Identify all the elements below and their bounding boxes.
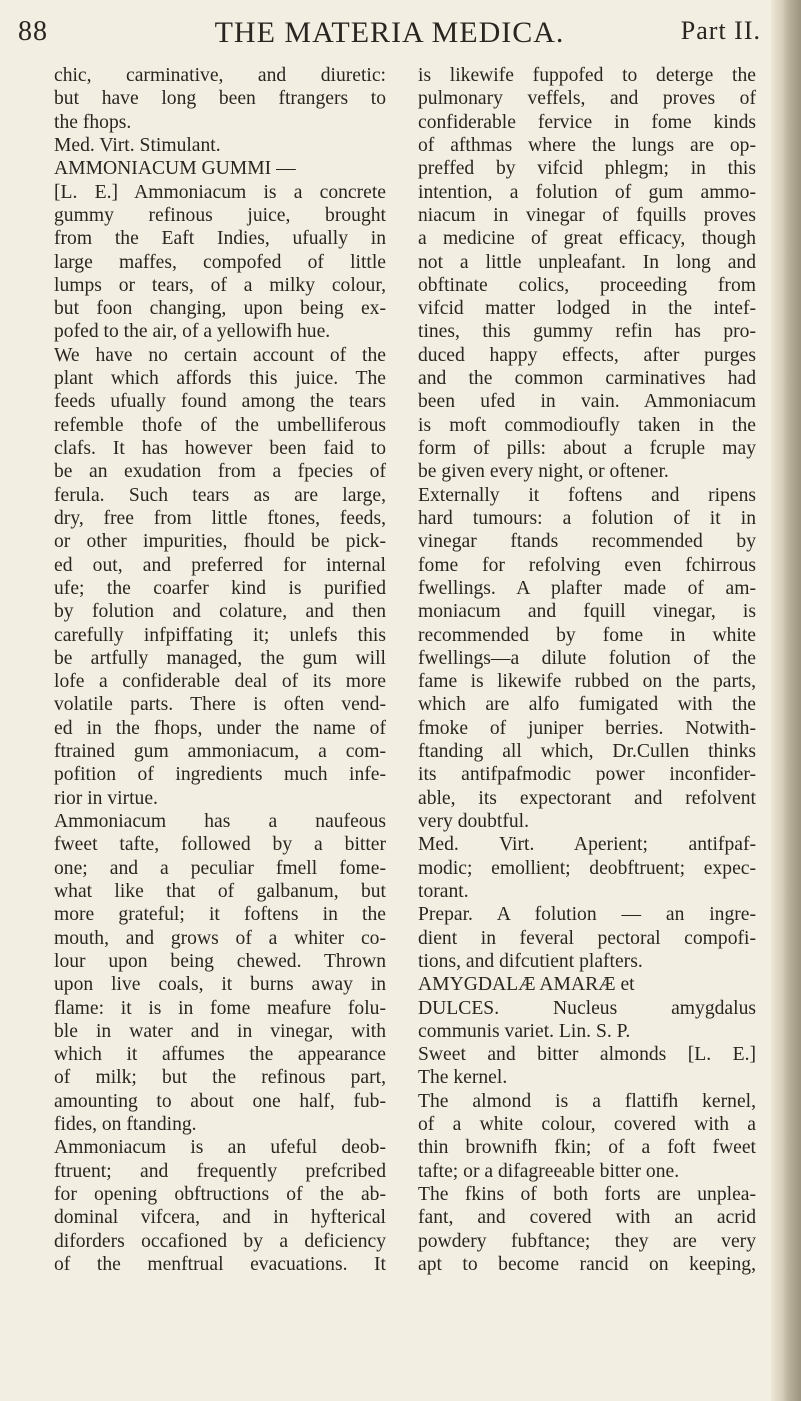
text-line: be artfully managed, the gum will [54,647,386,669]
text-line: for opening obftructions of the ab- [54,1184,386,1205]
text-line: We have no certain account of the [54,344,386,366]
text-line: been ufed in vain. Ammoniacum [418,391,756,413]
text-line: fant, and covered with an acrid [418,1207,756,1229]
text-line: large maffes, compofed of little [54,251,386,273]
text-line: very doubtful. [418,811,530,832]
text-line: from the Eaft Indies, ufually in [54,228,386,250]
text-line: ferula. Such tears as are large, [54,484,386,506]
text-line: ble in water and in vinegar, with [54,1020,386,1042]
running-title: THE MATERIA MEDICA. [214,16,565,49]
text-line: ftruent; and frequently prefcribed [54,1160,386,1182]
text-line: flame: it is in fome meafure folu- [54,997,386,1019]
text-line: of afthmas where the lungs are op- [418,134,756,156]
text-line: pulmonary veffels, and proves of [418,88,756,110]
text-line: AMMONIACUM GUMMI — [54,158,296,180]
text-line: dominal vifcera, and in hyfterical [54,1207,386,1229]
text-line: dry, free from little ftones, feeds, [54,507,386,529]
text-line: able, its expectorant and refolvent [418,787,756,809]
text-line: or other impurities, fhould be pick- [54,531,386,553]
text-line: tions, and difcutient plafters. [418,950,643,972]
text-line: is moft commodioufly taken in the [418,414,756,436]
text-line: obftinate colics, proceeding from [418,274,756,296]
text-line: fwellings. A plafter made of am- [418,577,756,599]
text-line: upon live coals, it burns away in [54,974,386,996]
text-line: intention, a folution of gum ammo- [418,181,756,203]
text-line: which are alfo fumigated with the [418,694,756,716]
text-line: powdery fubftance; they are very [418,1230,756,1252]
left-column [54,64,386,1276]
running-header [18,10,761,60]
text-line: fides, on ftanding. [54,1114,197,1136]
text-line: amounting to about one half, fub- [54,1090,386,1112]
text-line: [L. E.] Ammoniacum is a concrete [54,181,386,203]
text-line: feeds ufually found among the tears [54,391,386,413]
text-line: of the menftrual evacuations. It [54,1253,386,1275]
text-line: preffed by vifcid phlegm; in this [418,158,756,180]
text-line: pofition of ingredients much infe- [54,764,386,786]
text-line: diforders occafioned by a deficiency [54,1230,386,1252]
text-line: ftrained gum ammoniacum, a com- [54,741,386,763]
text-line: The almond is a flattifh kernel, [418,1090,756,1112]
text-line: thin brownifh fkin; of a foft fweet [418,1137,756,1159]
text-line: ed in the fhops, under the name of [54,717,386,739]
text-line: hard tumours: a folution of it in [418,507,756,529]
text-line: tines, this gummy refin has pro- [418,321,756,343]
text-line: of milk; but the refinous part, [54,1067,386,1089]
text-line: The fkins of both forts are unplea- [418,1184,756,1205]
text-line: the fhops. [54,111,132,133]
text-line: mouth, and grows of a whiter co- [54,927,386,949]
text-line: torant. [418,880,469,902]
text-line: of a white colour, covered with a [418,1114,756,1136]
text-line: volatile parts. There is often vend- [54,694,386,716]
text-line: one; and a peculiar fmell fome- [54,857,386,879]
part-label: Part II. [680,16,761,45]
text-line: recommended by fome in white [418,624,756,646]
text-line: be given every night, or oftener. [418,461,669,483]
text-line: ed out, and preferred for internal [54,554,386,576]
text-line: duced happy effects, after purges [418,344,756,366]
text-line: fome for refolving even fchirrous [418,554,756,576]
text-line: clafs. It has however been faid to [54,438,386,459]
right-column [418,64,756,1276]
text-line: which it affumes the appearance [54,1044,386,1066]
text-line: DULCES. Nucleus amygdalus [418,997,756,1019]
text-line: by folution and colature, and then [54,601,386,623]
text-line: pofed to the air, of a yellowifh hue. [54,321,331,343]
text-line: lofe a confiderable deal of its more [54,671,386,693]
text-line: fweet tafte, followed by a bitter [54,834,386,856]
text-line: what like that of galbanum, but [54,880,386,902]
text-line: confiderable fervice in fome kinds [418,111,756,133]
text-line: fmoke of juniper berries. Notwith- [418,717,756,739]
text-line: but have long been ftrangers to [54,88,386,110]
text-line: chic, carminative, and diuretic: [54,65,386,86]
text-line: lumps or tears, of a milky colour, [54,274,386,296]
text-line: Prepar. A folution — an ingre- [418,904,756,926]
text-line: gummy refinous juice, brought [54,204,386,226]
text-line: fame is likewife rubbed on the parts, [418,671,756,693]
text-line: niacum in vinegar of fquills proves [418,204,756,226]
text-line: rior in virtue. [54,787,158,809]
text-line: Externally it foftens and ripens [418,484,756,506]
text-line: Med. Virt. Stimulant. [54,134,221,156]
text-line: ufe; the coarfer kind is purified [54,577,386,599]
text-line: not a little unpleafant. In long and [418,251,756,273]
text-line: moniacum and fquill vinegar, is [418,601,756,623]
text-line: modic; emollient; deobftruent; expec- [418,857,756,879]
text-line: plant which affords this juice. The [54,368,386,390]
text-line: but foon changing, upon being ex- [54,298,386,320]
text-line: fwellings—a dilute folution of the [418,647,756,669]
text-line: The kernel. [418,1067,508,1089]
text-line: its antifpafmodic power inconfider- [418,764,756,786]
text-line: dient in feveral pectoral compofi- [418,927,756,949]
text-line: lour upon being chewed. Thrown [54,950,386,972]
text-line: vifcid matter lodged in the intef- [418,298,756,320]
text-line: refemble thofe of the umbelliferous [54,414,386,436]
text-line: tafte; or a difagreeable bitter one. [418,1160,680,1182]
text-line: Sweet and bitter almonds [L. E.] [418,1044,756,1066]
text-line: form of pills: about a fcruple may [418,438,756,459]
page-edge [771,0,801,1401]
text-line: is likewife fuppofed to deterge the [418,65,756,86]
text-line: ftanding all which, Dr.Cullen thinks [418,741,756,763]
text-line: Ammoniacum is an ufeful deob- [54,1137,386,1159]
text-line: vinegar ftands recommended by [418,531,756,553]
page-number: 88 [18,16,48,47]
text-line: Med. Virt. Aperient; antifpaf- [418,834,756,856]
text-line: be an exudation from a fpecies of [54,461,386,483]
text-line: Ammoniacum has a naufeous [54,811,386,832]
text-line: carefully infpiffating it; unlefs this [54,624,386,646]
text-line: AMYGDALÆ AMARÆ et [418,974,635,996]
text-line: a medicine of great efficacy, though [418,228,756,250]
text-line: more grateful; it foftens in the [54,904,386,926]
text-line: and the common carminatives had [418,368,756,390]
text-line: communis variet. Lin. S. P. [418,1020,631,1042]
text-line: apt to become rancid on keeping, [418,1253,756,1275]
